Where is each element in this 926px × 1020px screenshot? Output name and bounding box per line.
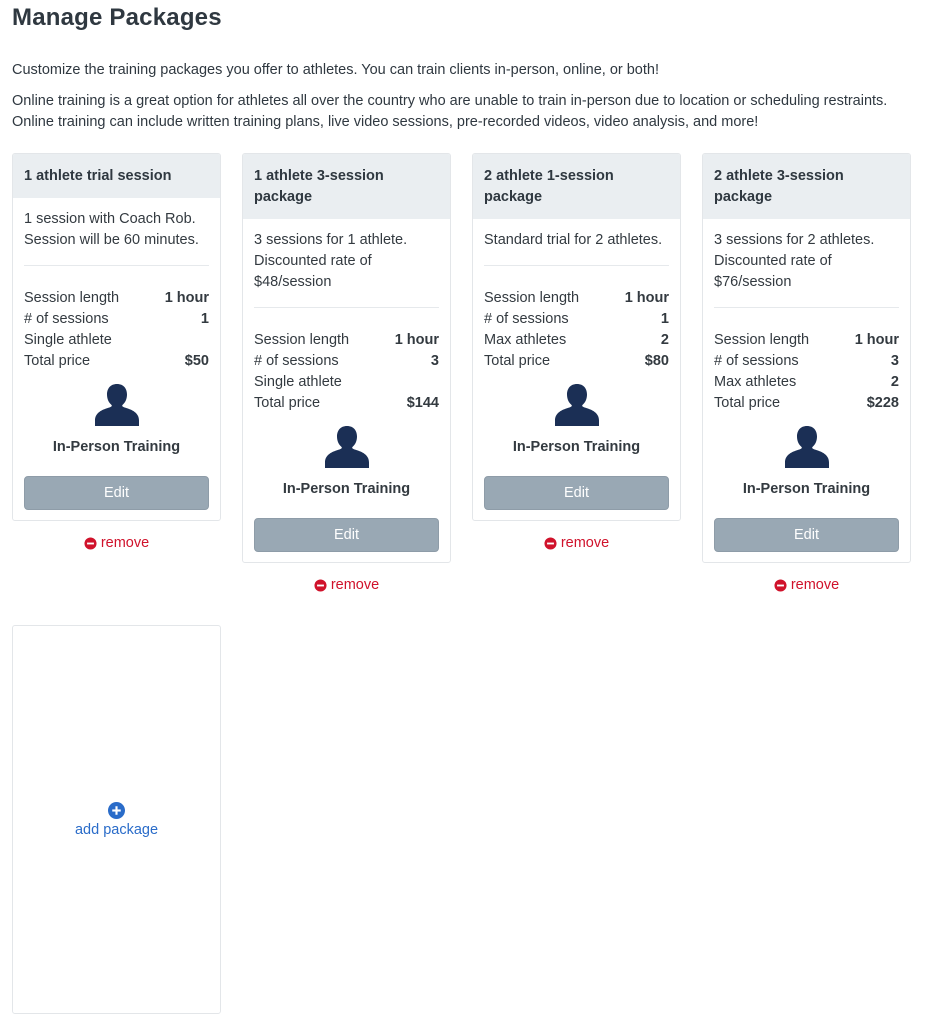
- stat-label: Total price: [484, 353, 551, 369]
- package-stats: [254, 308, 439, 414]
- plus-circle-icon: [108, 802, 125, 819]
- package-card: [472, 153, 681, 521]
- stat-row: [254, 351, 439, 372]
- remove-link[interactable]: [702, 577, 911, 593]
- remove-label: remove: [100, 535, 150, 551]
- package-card: [12, 153, 221, 521]
- stat-label: Session length: [254, 332, 350, 348]
- stat-row: [714, 372, 899, 393]
- stat-label: Total price: [24, 353, 91, 369]
- edit-button[interactable]: Edit: [484, 476, 669, 510]
- stat-value: 2: [890, 374, 899, 390]
- package-card: [242, 153, 451, 563]
- add-package-button[interactable]: [12, 625, 221, 1014]
- training-type: In-Person Training: [742, 481, 871, 497]
- stat-row: [714, 330, 899, 351]
- stat-label: Session length: [24, 290, 120, 306]
- package-title: 2 athlete 3-session package: [703, 154, 910, 219]
- package-stats: [714, 308, 899, 414]
- remove-label: remove: [330, 577, 380, 593]
- stat-label: Session length: [484, 290, 580, 306]
- stat-label: # of sessions: [24, 311, 109, 327]
- stat-value: 1 hour: [164, 290, 209, 306]
- page-title: Manage Packages: [12, 4, 222, 31]
- add-package-label: add package: [74, 821, 159, 838]
- stat-label: Total price: [714, 395, 781, 411]
- stat-value: 1: [200, 311, 209, 327]
- stat-row: [24, 351, 209, 372]
- stat-row: [484, 330, 669, 351]
- stat-row: [484, 309, 669, 330]
- stat-row: [24, 309, 209, 330]
- stat-label: Single athlete: [254, 374, 342, 390]
- training-type: In-Person Training: [52, 439, 181, 455]
- stat-label: Single athlete: [24, 332, 112, 348]
- package-description: 3 sessions for 2 athletes. Discounted rate of $76/session: [714, 219, 899, 308]
- stat-label: Max athletes: [484, 332, 567, 348]
- package-stats: [484, 266, 669, 372]
- package-stats: [24, 266, 209, 372]
- package-title: 2 athlete 1-session package: [473, 154, 680, 219]
- stat-row: [714, 351, 899, 372]
- stat-row: [484, 288, 669, 309]
- stat-label: Max athletes: [714, 374, 797, 390]
- stat-row: [254, 393, 439, 414]
- stat-value: 1 hour: [394, 332, 439, 348]
- remove-label: remove: [790, 577, 840, 593]
- online-training-text: Online training is a great option for athletes all over the country who are unable to train in-person due to location or scheduling restraints. Online training can include written training plans, live video sessions, pre-recorded videos, video analysis, and more!: [12, 93, 888, 130]
- stat-value: 3: [430, 353, 439, 369]
- minus-circle-icon: [544, 537, 557, 550]
- stat-label: # of sessions: [254, 353, 339, 369]
- package-description: Standard trial for 2 athletes.: [484, 219, 669, 266]
- stat-row: [24, 288, 209, 309]
- remove-label: remove: [560, 535, 610, 551]
- edit-button[interactable]: Edit: [254, 518, 439, 552]
- stat-value: $228: [866, 395, 899, 411]
- stat-value: 1 hour: [624, 290, 669, 306]
- person-icon: [714, 424, 899, 470]
- training-type: In-Person Training: [512, 439, 641, 455]
- stat-value: $144: [406, 395, 439, 411]
- stat-label: Total price: [254, 395, 321, 411]
- stat-row: [254, 372, 439, 393]
- minus-circle-icon: [774, 579, 787, 592]
- stat-row: [24, 330, 209, 351]
- stat-label: # of sessions: [714, 353, 799, 369]
- person-icon: [24, 382, 209, 428]
- edit-button[interactable]: Edit: [714, 518, 899, 552]
- stat-label: # of sessions: [484, 311, 569, 327]
- minus-circle-icon: [314, 579, 327, 592]
- stat-value: 1 hour: [854, 332, 899, 348]
- stat-value: 2: [660, 332, 669, 348]
- remove-link[interactable]: [242, 577, 451, 593]
- package-description: 3 sessions for 1 athlete. Discounted rate of $48/session: [254, 219, 439, 308]
- remove-link[interactable]: [12, 535, 221, 551]
- stat-row: [254, 330, 439, 351]
- edit-button[interactable]: Edit: [24, 476, 209, 510]
- training-type: In-Person Training: [282, 481, 411, 497]
- stat-value: $50: [184, 353, 209, 369]
- package-title: 1 athlete trial session: [13, 154, 220, 198]
- remove-link[interactable]: [472, 535, 681, 551]
- stat-value: 1: [660, 311, 669, 327]
- package-description: 1 session with Coach Rob. Session will be 60 minutes.: [24, 198, 209, 266]
- intro-text: Customize the training packages you offer to athletes. You can train clients in-person, online, or both!: [12, 62, 659, 78]
- person-icon: [254, 424, 439, 470]
- stat-value: $80: [644, 353, 669, 369]
- stat-value: 3: [890, 353, 899, 369]
- package-card: [702, 153, 911, 563]
- stat-row: [484, 351, 669, 372]
- person-icon: [484, 382, 669, 428]
- package-title: 1 athlete 3-session package: [243, 154, 450, 219]
- stat-label: Session length: [714, 332, 810, 348]
- minus-circle-icon: [84, 537, 97, 550]
- stat-row: [714, 393, 899, 414]
